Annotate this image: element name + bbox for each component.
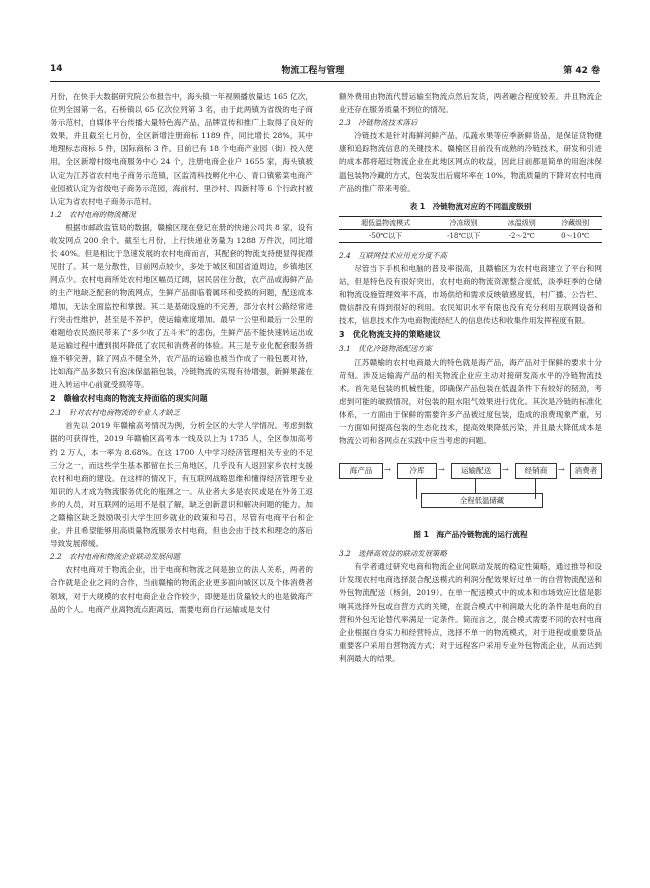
arrow-right-icon: → (384, 465, 391, 475)
arrow-right-icon: → (558, 465, 565, 475)
flow-bar-low-temp: 全程低温储藏 (421, 493, 543, 508)
section-heading: 2 赣榆农村电商的物流支持面临的现实问题 (50, 394, 208, 404)
paragraph: 额外费用由物流代替运输至物流点然后发货，两者融合程度较差。并且物流企业还存在服务质量不到位的情况。 (339, 92, 602, 115)
paragraph: 月份，在快手大数据研究院公布报告中，海头镇一年视频播放量达 165 亿次，位列全国第一名，石桥镇以 65 亿次位列第 3 名，由于此两镇为省级的电子商务示范村，自媒体平台传播大量特色海产品，品牌宣传和推广上取得了良好的效果，并且截至七月份，全区新增注册商标 1189 件，同比增长 28%，其中地理标志商标 5 件，国际商标 3 件。目前已有 18 个电商产业园（街）投入使用，全区新增村级电商服务中心 24 个，注册电商企业户 1655 家，海头镇被认定为江苏省农村电子商务示范镇，区监湾科技孵化中心、青口镇紫菜电商产业园被认定为省级电子商务示范园，海前村、里沙村、四新村等 6 个行政村被认定为省农村电子商务示范村。 (50, 92, 313, 206)
running-header (50, 62, 600, 76)
cold-chain-flow-diagram (339, 455, 602, 523)
table-header-cell: 冷藏级别 (548, 216, 602, 229)
connector-line (416, 479, 417, 499)
paragraph: 有学者通过研究电商和物流企业间联动发展的稳定性策略，通过推导和设计发现农村电商选择混合配送模式的利润分配效果好过单一的自营物流配送和外包物流配送（杨剑，2019）。在单一配送模式中的成本和市场效应比值是影响其选择外包或自营方式的关键，在混合模式中利润最大化的条件是电商的自营和外包无论替代率满足一定条件。简而言之，混合模式需要不同的农村电商企业根据自身实力和经营特点，选择不单一的物流模式，对于进程或重要货品重要客户采用自营物流方式；对于远程客户采用专业外包物流企业，从而达到利润最大的结果。 (339, 562, 602, 663)
volume-label: 第 42 卷 (563, 65, 600, 76)
paragraph: 冷链技术是针对海鲜河鲜产品，瓜蔬水果等应季新鲜货品，是保证货物健康和追踪物流信息的关键技术。赣榆区目前没有成熟的冷链技术，研发和引进的成本都将超过物流企业在此地区网点的收益，因此目前都是简单的用泡沫保温包装物冷藏的方式，包装发出后腐坏率在 10%，物流质量的下降对农村电商产品的推广带来考验。 (339, 131, 602, 193)
left-column (50, 90, 313, 616)
section-heading: 3 优化物流支持的策略建议 (339, 330, 441, 340)
arrow-right-icon: → (438, 465, 445, 475)
table-header-cell: 超低温物流模式 (339, 216, 432, 229)
table-header-cell: 冷冻级别 (432, 216, 495, 229)
right-column (339, 90, 602, 665)
table-caption: 表 1 冷链物流对应的不同温度级别 (409, 201, 532, 211)
figure-caption: 图 1 海产品冷链物流的运行流程 (413, 530, 528, 540)
subsection-heading: 3.2 选择高效益的联动发展策略 (339, 549, 447, 559)
subsection-heading: 2.2 农村电商和物流企业联动发展问题 (50, 552, 181, 562)
subsection-heading: 1.2 农村电商的物流概况 (50, 209, 136, 219)
page-number: 14 (50, 64, 63, 74)
table-cell: -18℃以下 (447, 231, 481, 240)
table-cell: -2～2℃ (508, 231, 535, 240)
subsection-heading: 3.1 优化冷链物流配送方案 (339, 344, 433, 354)
connector-line (475, 479, 476, 493)
header-rule (50, 81, 600, 82)
temperature-table (339, 216, 602, 243)
flow-box-cold-storage: 冷库 (397, 463, 437, 479)
table-row (339, 229, 602, 242)
flow-box-consumer: 消费者 (570, 463, 602, 479)
subsection-heading: 2.3 冷链物流技术落后 (339, 118, 418, 128)
subsection-heading: 2.1 针对农村电商物流的专业人才缺乏 (50, 408, 181, 418)
table-cell: -50℃以下 (369, 231, 403, 240)
flow-box-transport: 运输配送 (451, 463, 501, 479)
journal-name: 物流工程与管理 (281, 65, 345, 76)
paragraph: 尽管当下手机和电脑的普及率很高，且赣榆区为农村电商建立了平台和网站，但是特色没有很好突出，农村电商的物流资源整合度低，淡季旺季的仓储和物流设施管理效率不高，市场供给和需求反映敏感度低，村广播、公告栏、微信群没有得到很好的利用。农民知识水平有限也没有充分利用互联网设备和技术，信息技术作为电商物流经纪人的信息传达和收集作用发挥程度有限。 (339, 263, 602, 326)
paragraph: 根据市邮政监管局的数据，赣榆区现在登记在册的快递公司共 8 家，设有收发网点 200 余个。截至七月份，上行快递业务量为 1288 万件次，同比增长 40%。但是相比于急速发展的农村电商而言，其配套的物流支持便显得捉襟见肘了。其一是分散性，目前网点较少，多处于城区和国省道周边，乡镇地区网点少。农村电商所处农村地区幅员辽阔，居民居住分散，农产品或海鲜产品的主产地缺乏配套的物流网点，生鲜产品面临着属环和受损的问题，配送成本增加，无法全面监控和掌握。其二是基础设施的不完善，部分农村公路经常进行突击性维护，甚至是不养护，使运输难度增加。最早一公里和最后一公里的难题给农民渔民带来了“多少收了五斗米”的悲伤，生鲜产品不能快速转运出或是运输过程中遭到损坏降低了农民和消费者的体验。其三是专业化配套服务措施不够完善，除了网点不健全外，农产品的运输也被当作成了一般包裹对待，比如海产品多数只有泡沫保温箱包装，冷链物流的实现有待增强，新鲜果蔬在进入转运中心前就受损等等。 (50, 222, 313, 390)
flow-box-seafood: 海产品 (339, 463, 383, 479)
paragraph: 江苏赣榆的农村电商最大的特色就是海产品，海产品对于保鲜的要求十分苛刻。涉及运输海产品的相关物流企业应主动对接研发高水平的冷链物流技术。首先是包装的机械性能，即确保产品包装在低温条件下有较好的韧劲，考虑到可能的破损情况，对包装的阻水阻气效果进行优化。其次是冷链的标准化体系，一方面由于保鲜的需要许多产品被过度包装，造成的浪费现象严重，另一方面如何提高包装的生态化技术，提高效果降低污染，并且最大降低成本是物流公司和各网点在实践中应当考虑的问题。 (339, 357, 602, 446)
paragraph: 农村电商对于物流企业，出于电商和物流之间是独立的法人关系，两者的合作就是企业之间的合作，当前赣榆的物流企业更多面向城区以及个体消费者领域，对于大规模的农村电商企业合作较少，即便是出货量较大的也是做海产品的个人。电商产业离物流点距离远，需要电商自行运输或是支付 (50, 565, 313, 614)
flow-box-distributor: 经销商 (515, 463, 557, 479)
subsection-heading: 2.4 互联网技术应用充分度不高 (339, 250, 447, 260)
paragraph: 首先以 2019 年赣榆高考情况为例，分析全区的大学人学情况。考虑到数据的可获得性，2019 年赣榆区高考本一线及以上为 1735 人，全区参加高考约 2 万人，本一率为 8.68%。在这 1700 人中学习经济管理相关专业的不足三分之一，而这些学生基本都留在长三角地区，几乎没有人返回家乡农村支援农村和电商的建设。在这样的情况下，有互联网战略思维和懂得经济管理专业知识的人才成为物流服务优化的瓶颈之一。从业者大多是农民或是在外务工返乡的人员，对互联网的运用不是很了解，缺乏创新意识和解决问题的能力。加之赣榆区缺乏鼓励吸引大学生回乡就业的政策和号召，尽管有电商平台和企业，并且希望能够用高质量物流服务农村电商，但也会由于技术和理念的落后导致发展滞缓。 (50, 421, 313, 549)
arrow-right-icon: → (502, 465, 509, 475)
table-header-cell: 冰温级别 (495, 216, 548, 229)
table-cell: 0～10℃ (561, 231, 590, 240)
